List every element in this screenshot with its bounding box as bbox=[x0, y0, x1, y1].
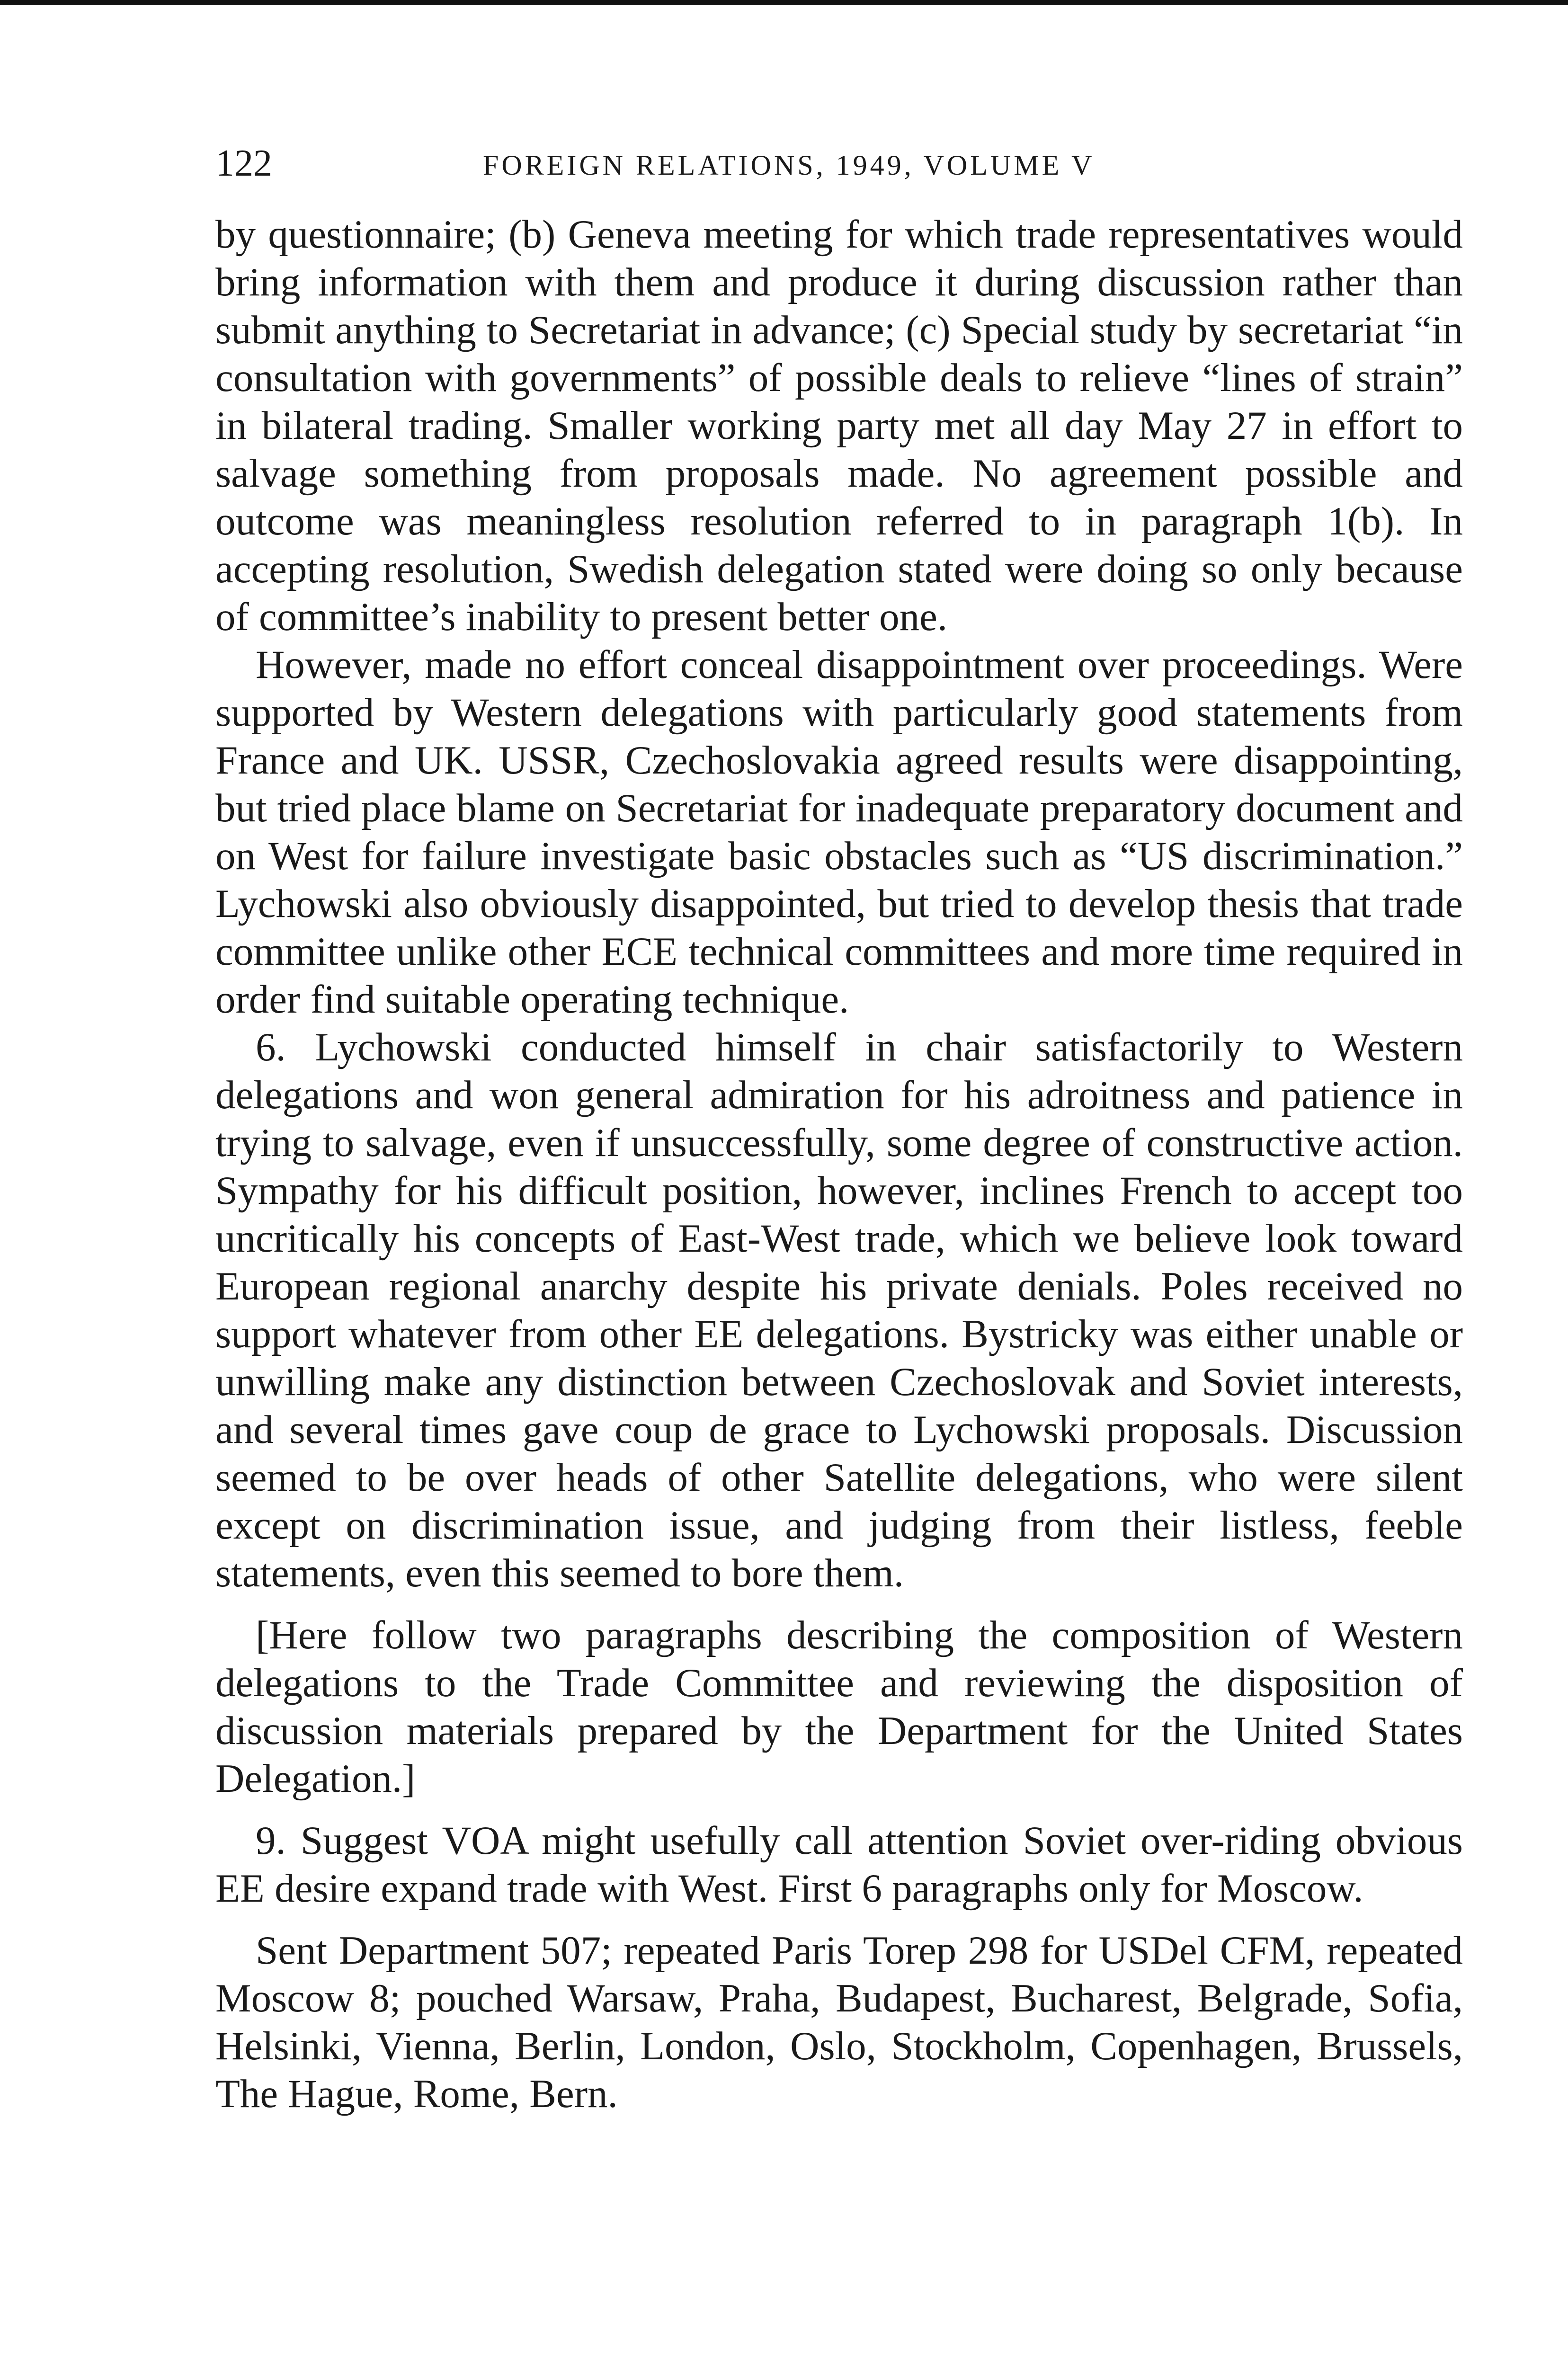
paragraph-6: 6. Lychowski conducted himself in chair satisfactorily to Western delegations and won general admiration for his adroitness and patience in trying to salvage, even if unsuccessfully, some degree of constructive action. Sympathy for his difficult position, however, inclines French to accept too uncritically his concepts of East-West trade, which we believe look toward European regional anarchy despite his private denials. Poles received no support whatever from other EE delegations. Bystricky was either unable or unwilling make any distinction between Czechoslovak and Soviet interests, and several times gave coup de grace to Lychowski proposals. Discussion seemed to be over heads of other Satellite delegations, who were silent except on discrimination issue, and judging from their listless, feeble statements, even this seemed to bore them. bbox=[215, 1025, 1463, 1595]
page-header bbox=[215, 137, 1465, 189]
top-edge-rule bbox=[0, 0, 1568, 5]
running-head: FOREIGN RELATIONS, 1949, VOLUME V bbox=[483, 150, 1095, 181]
body-text bbox=[215, 211, 1463, 2118]
paragraph-distribution: Sent Department 507; repeated Paris Torep 298 for USDel CFM, repeated Moscow 8; pouched Warsaw, Praha, Budapest, Bucharest, Belgrade, Sofia, Helsinki, Vienna, Berlin, London, Oslo, Stockholm, Copenhagen, Brussels, The Hague, Rome, Bern. bbox=[215, 1928, 1463, 2116]
page-number: 122 bbox=[215, 142, 272, 184]
paragraph-editorial-note: [Here follow two paragraphs describing the composition of Western delegations to the Trade Committee and reviewing the disposition of discussion materials prepared by the Department for the United States Delegation.] bbox=[215, 1613, 1463, 1801]
paragraph-disappointment: However, made no effort conceal disappointment over proceedings. Were supported by Western delegations with particularly good statements from France and UK. USSR, Czechoslovakia agreed results were disappointing, but tried place blame on Secretariat for inadequate preparatory document and on West for failure investigate basic obstacles such as “US discrimination.” Lychowski also obviously disappointed, but tried to develop thesis that trade committee unlike other ECE technical committees and more time required in order find suitable operating technique. bbox=[215, 642, 1463, 1022]
paragraph-continuation: by questionnaire; (b) Geneva meeting for which trade representatives would bring information with them and produce it during discussion rather than submit anything to Secretariat in advance; (c) Special study by secretariat “in consultation with governments” of possible deals to relieve “lines of strain” in bilateral trading. Smaller working party met all day May 27 in effort to salvage something from proposals made. No agreement possible and outcome was meaningless resolution referred to in paragraph 1(b). In accepting resolution, Swedish delegation stated were doing so only because of committee’s inability to present better one. bbox=[215, 212, 1463, 639]
paragraph-9: 9. Suggest VOA might usefully call attention Soviet over-riding obvious EE desire expand trade with West. First 6 paragraphs only for Moscow. bbox=[215, 1818, 1463, 1911]
